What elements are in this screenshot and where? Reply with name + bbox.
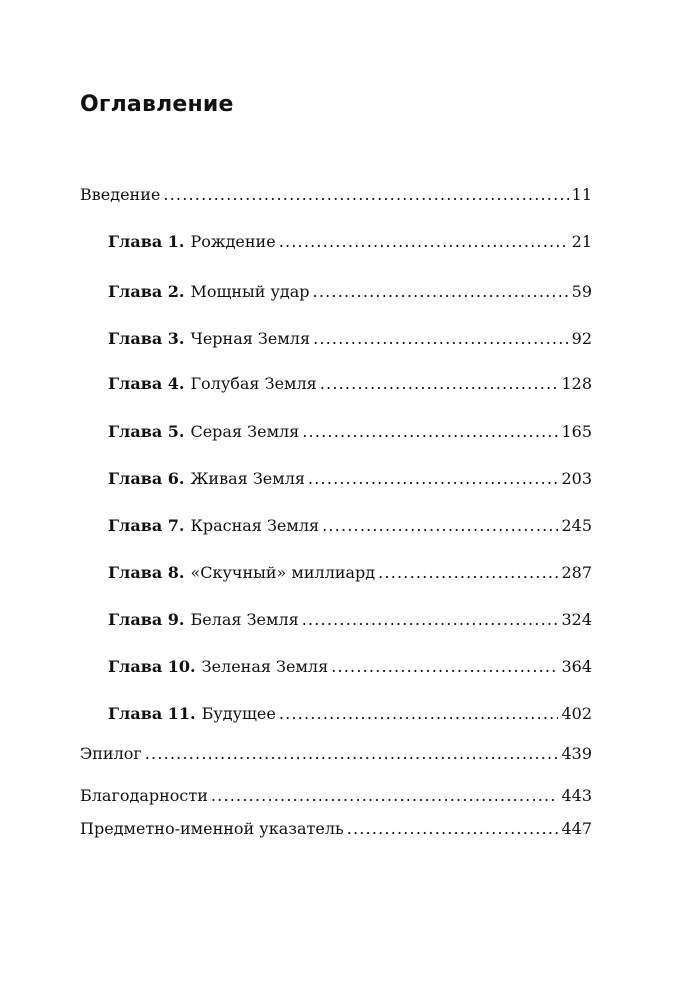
toc-page-number: 287: [561, 563, 592, 582]
dot-leader: [313, 329, 569, 349]
toc-entry-acknowledgements: [80, 786, 592, 806]
toc-entry-chapter-10: [108, 657, 592, 677]
toc-entry-title: Красная Земля: [190, 516, 320, 535]
dot-leader: [331, 657, 558, 677]
toc-entry-title: Благодарности: [80, 786, 208, 805]
toc-entry-chapter-5: [108, 422, 592, 442]
toc-entry-chapter-8: [108, 563, 592, 583]
dot-leader: [322, 516, 558, 536]
toc-entry-title: Живая Земля: [190, 469, 305, 488]
toc-entry-title: Белая Земля: [190, 610, 299, 629]
toc-entry-chapter-11: [108, 704, 592, 724]
dot-leader: [163, 185, 568, 205]
toc-entry-chapter-4: [108, 374, 592, 394]
toc-page-number: 21: [571, 232, 592, 251]
dot-leader: [279, 704, 559, 724]
toc-page-number: 92: [571, 329, 592, 348]
toc-page-number: 364: [561, 657, 592, 676]
toc-entry-title: «Скучный» миллиард: [190, 563, 376, 582]
toc-entry-epilogue: [80, 744, 592, 764]
chapter-label: Глава 2.: [108, 282, 185, 301]
chapter-label: Глава 3.: [108, 329, 185, 348]
toc-entry-title: Предметно-именной указатель: [80, 819, 344, 838]
toc-entry-chapter-6: [108, 469, 592, 489]
toc-entry-chapter-7: [108, 516, 592, 536]
toc-entry-chapter-9: [108, 610, 592, 630]
toc-entry-introduction: [80, 185, 592, 205]
chapter-label: Глава 1.: [108, 232, 185, 251]
toc-entry-chapter-2: [108, 282, 592, 302]
dot-leader: [313, 282, 569, 302]
dot-leader: [302, 610, 559, 630]
toc-page-number: 203: [561, 469, 592, 488]
toc-entry-chapter-3: [108, 329, 592, 349]
toc-page-number: 59: [571, 282, 592, 301]
toc-entry-title: Будущее: [201, 704, 276, 723]
toc-page-number: 402: [561, 704, 592, 723]
dot-leader: [302, 422, 558, 442]
chapter-label: Глава 11.: [108, 704, 196, 723]
dot-leader: [347, 819, 559, 839]
chapter-label: Глава 5.: [108, 422, 185, 441]
chapter-label: Глава 4.: [108, 374, 185, 393]
toc-page-number: 245: [561, 516, 592, 535]
toc-page-number: 324: [561, 610, 592, 629]
toc-page-number: 11: [571, 185, 592, 204]
dot-leader: [308, 469, 558, 489]
chapter-label: Глава 10.: [108, 657, 196, 676]
toc-page-number: 443: [561, 786, 592, 805]
page-title: Оглавление: [80, 92, 234, 117]
toc-entry-title: Введение: [80, 185, 161, 204]
chapter-label: Глава 7.: [108, 516, 185, 535]
chapter-label: Глава 8.: [108, 563, 185, 582]
toc-entry-title: Эпилог: [80, 744, 142, 763]
toc-page-number: 447: [561, 819, 592, 838]
toc-page-number: 165: [561, 422, 592, 441]
toc-entry-title: Голубая Земля: [190, 374, 317, 393]
toc-page-number: 439: [561, 744, 592, 763]
dot-leader: [211, 786, 559, 806]
toc-page-number: 128: [561, 374, 592, 393]
dot-leader: [320, 374, 559, 394]
toc-entry-title: Серая Земля: [190, 422, 300, 441]
dot-leader: [145, 744, 559, 764]
toc-entry-title: Черная Земля: [190, 329, 311, 348]
chapter-label: Глава 6.: [108, 469, 185, 488]
toc-entry-title: Мощный удар: [190, 282, 310, 301]
dot-leader: [279, 232, 569, 252]
toc-entry-index: [80, 819, 592, 839]
toc-entry-title: Рождение: [190, 232, 276, 251]
toc-entry-chapter-1: [108, 232, 592, 252]
chapter-label: Глава 9.: [108, 610, 185, 629]
toc-entry-title: Зеленая Земля: [201, 657, 329, 676]
dot-leader: [378, 563, 558, 583]
